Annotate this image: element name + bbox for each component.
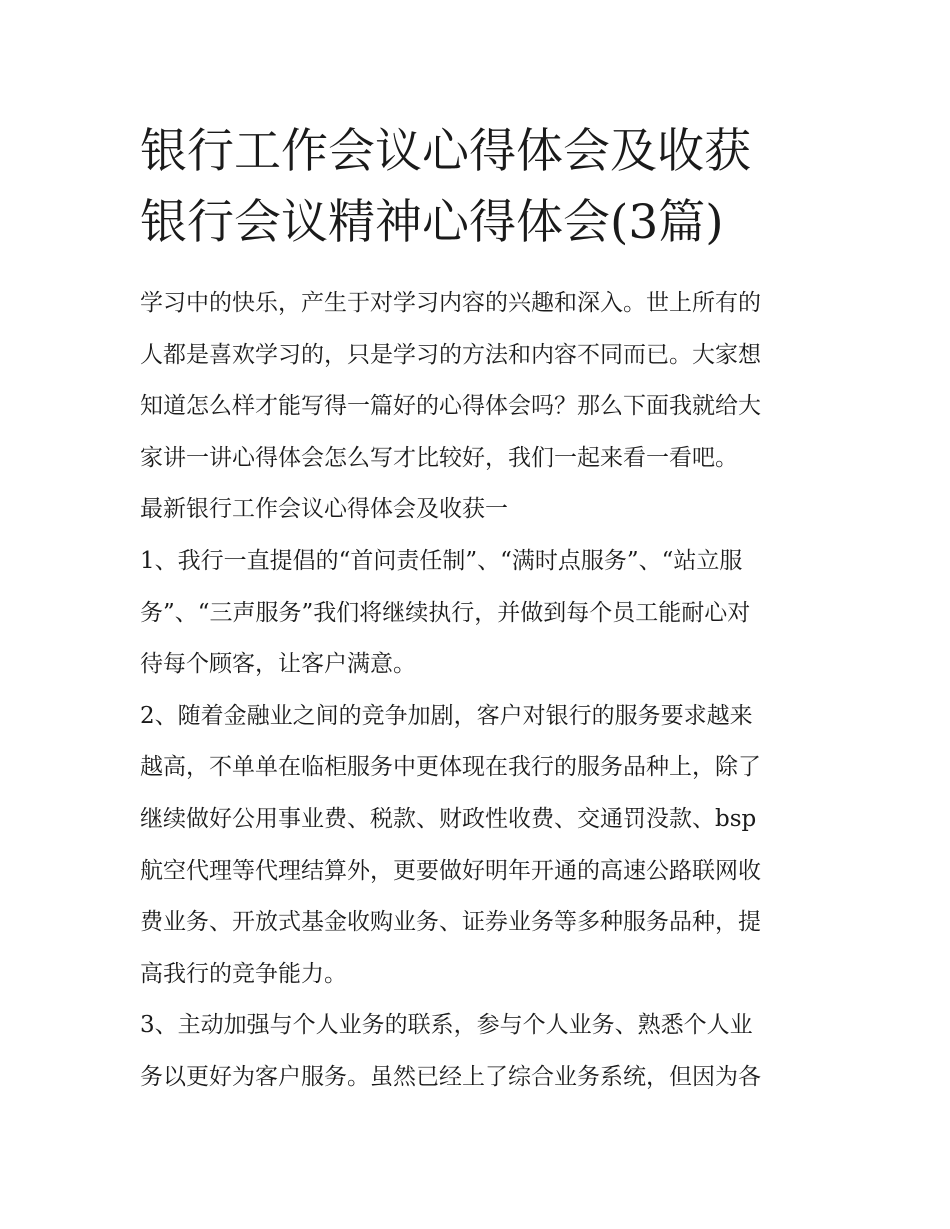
body-line: 越高，不单单在临柜服务中更体现在我行的服务品种上，除了 (140, 754, 761, 781)
section-heading: 最新银行工作会议心得体会及收获一 (140, 496, 508, 523)
body-line: 家讲一讲心得体会怎么写才比较好，我们一起来看一看吧。 (140, 444, 738, 471)
body-line: 费业务、开放式基金收购业务、证券业务等多种服务品种，提 (140, 909, 761, 936)
body-line: 知道怎么样才能写得一篇好的心得体会吗？那么下面我就给大 (140, 393, 761, 420)
body-line: 务以更好为客户服务。虽然已经上了综合业务系统，但因为各 (140, 1063, 761, 1090)
document-title (140, 116, 820, 258)
title-line-1: 银行工作会议心得体会及收获 (140, 124, 751, 179)
document-body (140, 278, 820, 1104)
body-line: 1、我行一直提倡的“首问责任制”、“满时点服务”、“站立服 (140, 547, 743, 574)
body-line: 待每个顾客，让客户满意。 (140, 651, 416, 678)
body-line: 3、主动加强与个人业务的联系，参与个人业务、熟悉个人业 (140, 1012, 753, 1039)
body-line: 高我行的竞争能力。 (140, 960, 347, 987)
body-line: 航空代理等代理结算外，更要做好明年开通的高速公路联网收 (140, 857, 761, 884)
body-line: 2、随着金融业之间的竞争加剧，客户对银行的服务要求越来 (140, 702, 753, 729)
title-line-2: 银行会议精神心得体会(3篇) (140, 195, 724, 250)
body-line: 学习中的快乐，产生于对学习内容的兴趣和深入。世上所有的 (140, 290, 761, 316)
body-line: 人都是喜欢学习的，只是学习的方法和内容不同而已。大家想 (140, 341, 761, 368)
body-line: 务”、“三声服务”我们将继续执行，并做到每个员工能耐心对 (140, 599, 751, 626)
body-line: 继续做好公用事业费、税款、财政性收费、交通罚没款、bsp (140, 805, 757, 832)
